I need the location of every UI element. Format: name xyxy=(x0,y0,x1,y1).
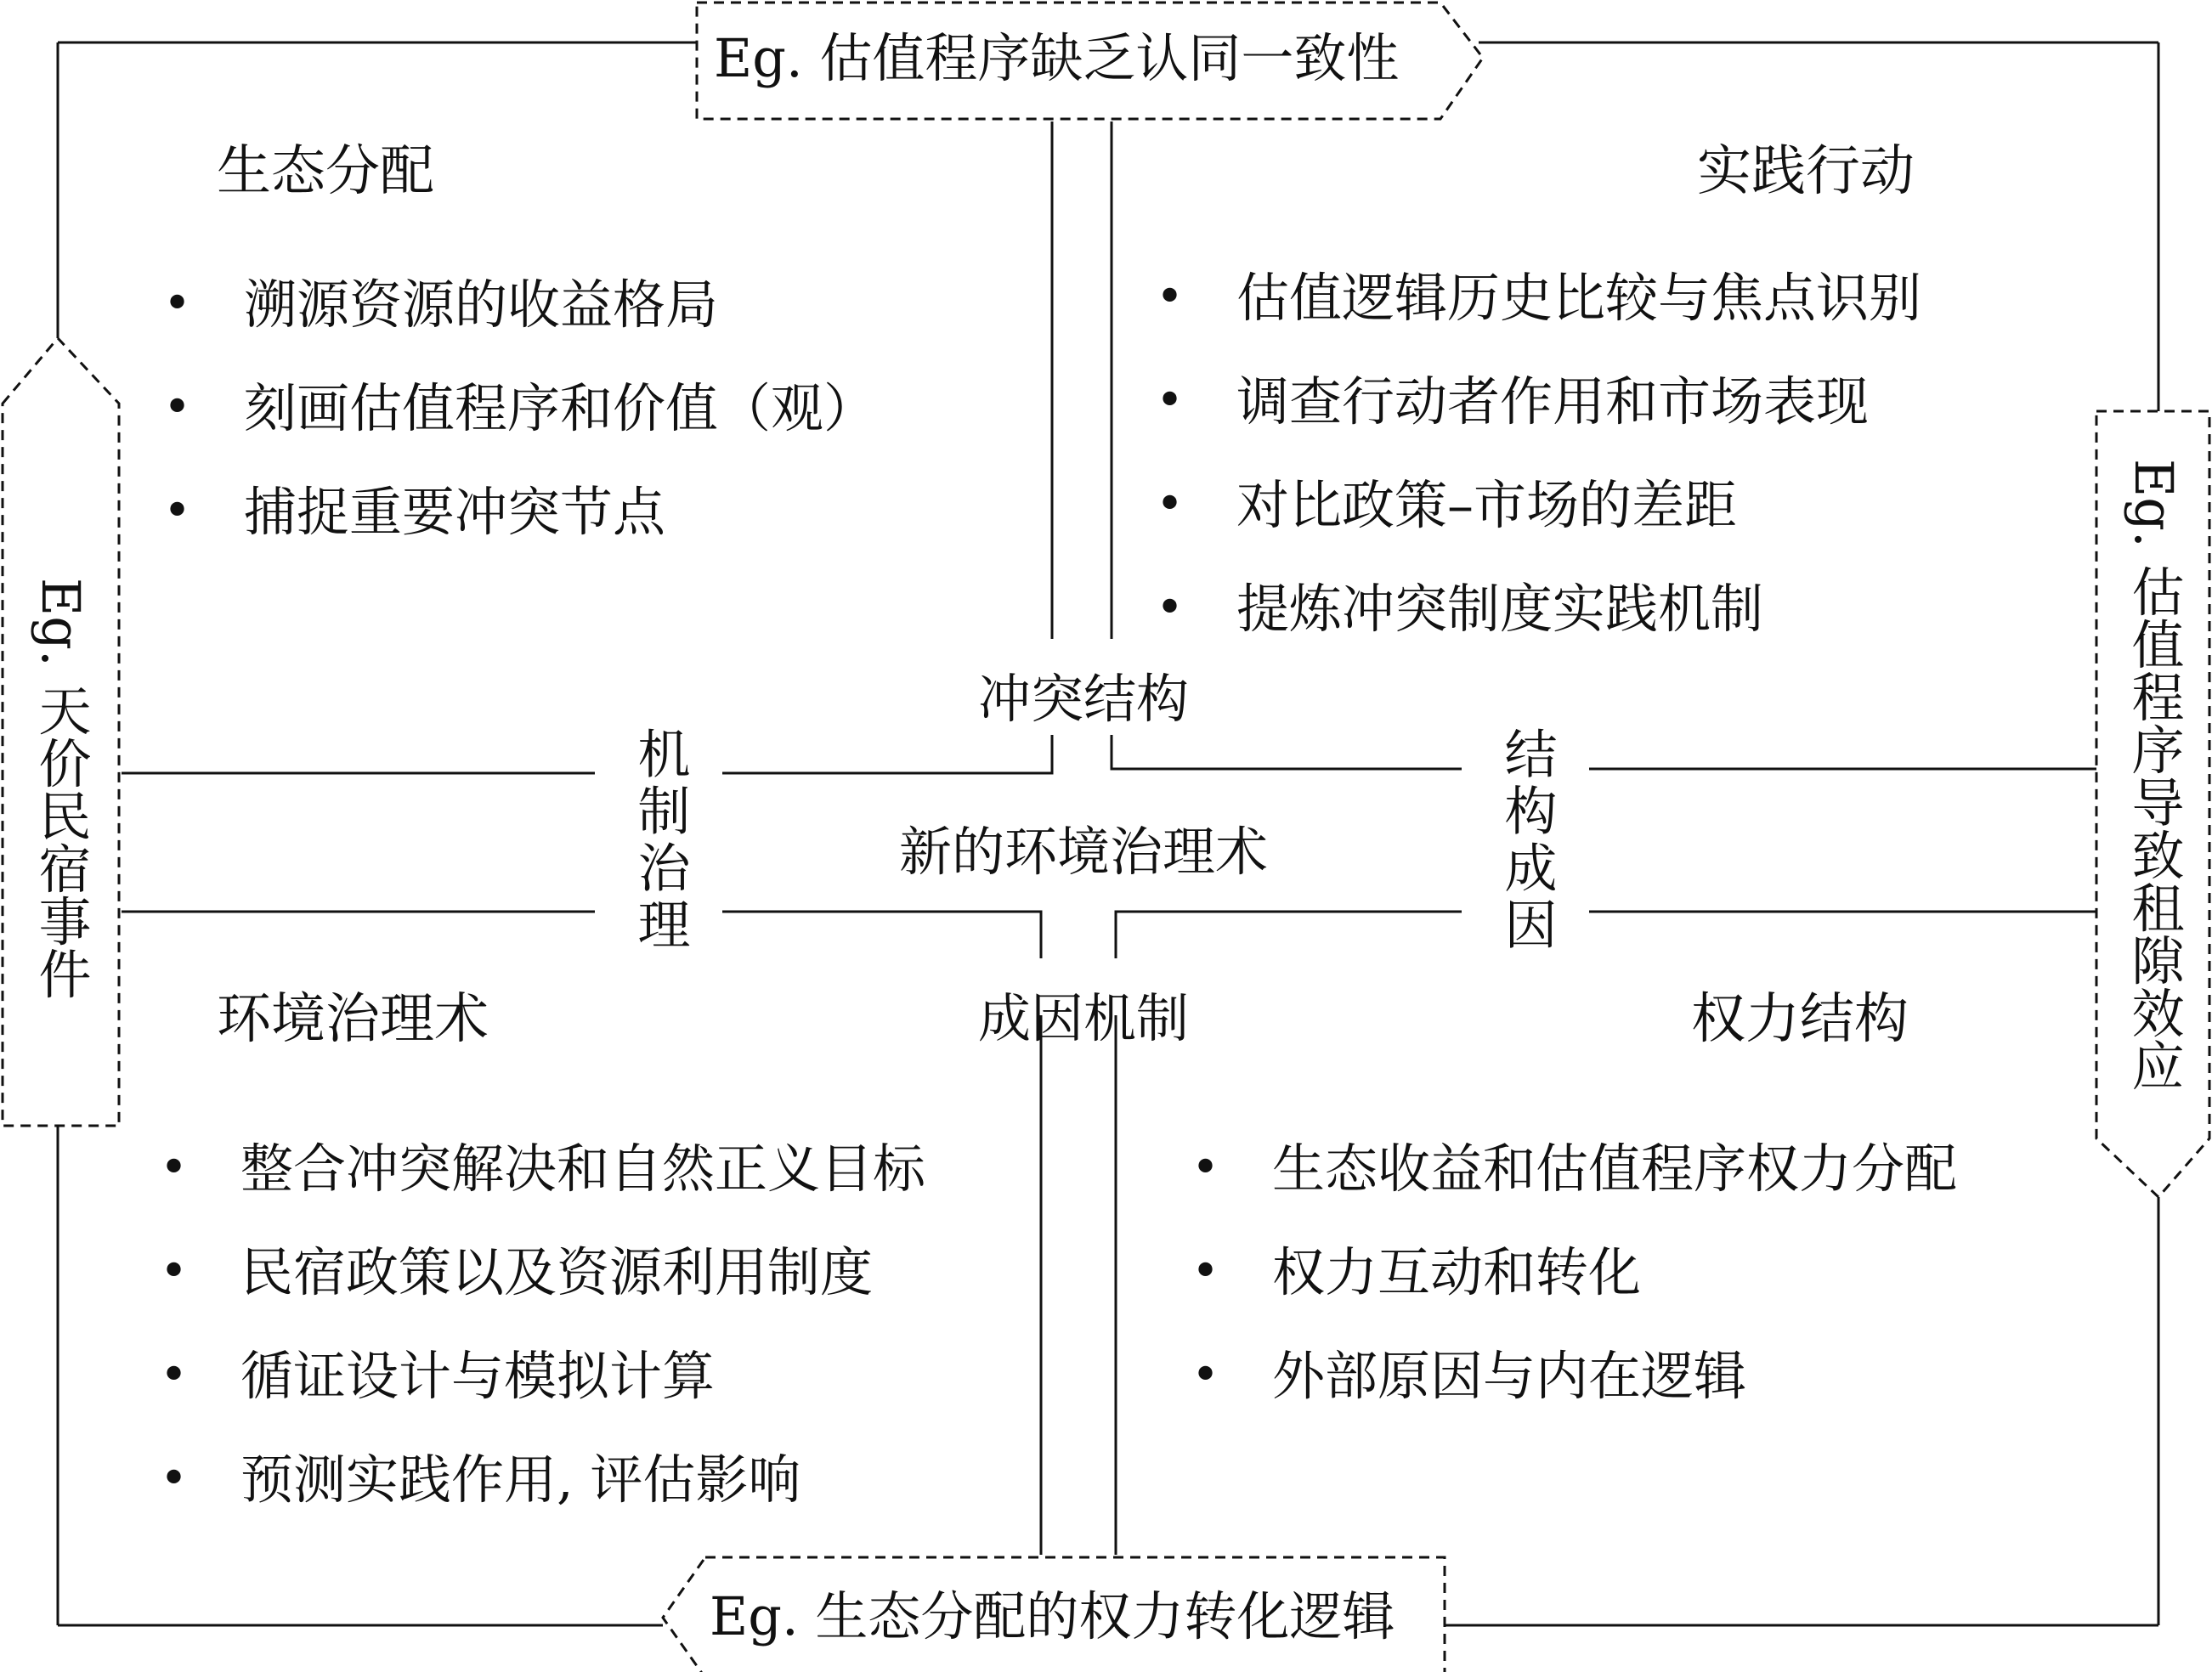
bottom-left-title: 环境治理术 xyxy=(217,988,489,1051)
list-item: • 捕捉重要冲突节点 xyxy=(163,486,876,539)
list-item: • 提炼冲突制度实践机制 xyxy=(1156,583,1921,635)
list-item: • 刻画估值程序和价值（观） xyxy=(163,382,876,435)
list-item: • 民宿政策以及资源利用制度 xyxy=(160,1246,925,1299)
hline-upper-right-join xyxy=(1112,735,1462,769)
hline-upper-left-join xyxy=(722,735,1052,773)
mechanism-governance-label: 机制治理 xyxy=(629,726,691,954)
top-right-list xyxy=(1156,267,1922,686)
top-example-text: Eg. 估值程序缺乏认同一致性 xyxy=(714,27,1400,89)
bottom-left-list xyxy=(160,1138,926,1557)
top-left-title: 生态分配 xyxy=(217,140,434,203)
list-item: • 外部原因与内在逻辑 xyxy=(1191,1350,1957,1403)
causal-mechanism-label: 成因机制 xyxy=(977,987,1190,1049)
top-right-title: 实践行动 xyxy=(1697,140,1915,203)
hline-lower-left-join xyxy=(722,912,1041,958)
top-left-list xyxy=(163,274,877,590)
bottom-right-list xyxy=(1191,1138,1958,1454)
hline-lower-right-join xyxy=(1116,912,1462,958)
list-item: • 生态收益和估值程序权力分配 xyxy=(1191,1143,1957,1195)
list-item: • 循证设计与模拟计算 xyxy=(160,1350,925,1403)
structural-cause-label: 结构成因 xyxy=(1496,726,1558,954)
new-governance-label: 新的环境治理术 xyxy=(898,821,1269,883)
list-item: • 估值逻辑历史比较与焦点识别 xyxy=(1156,272,1921,325)
bottom-right-title: 权力结构 xyxy=(1691,988,1909,1051)
right-example-text: Eg. 估值程序导致租隙效应 xyxy=(2123,459,2185,1092)
left-example-text: Eg. 天价民宿事件 xyxy=(30,578,92,1000)
list-item: • 调查行动者作用和市场表现 xyxy=(1156,376,1921,428)
bottom-example-text: Eg. 生态分配的权力转化逻辑 xyxy=(710,1585,1395,1647)
list-item: • 溯源资源的收益格局 xyxy=(163,279,876,331)
list-item: • 对比政策–市场的差距 xyxy=(1156,479,1921,532)
conflict-structure-label: 冲突结构 xyxy=(977,668,1190,730)
list-item: • 整合冲突解决和自然正义目标 xyxy=(160,1143,925,1195)
list-item: • 预测实践作用, 评估影响 xyxy=(160,1454,925,1506)
list-item: • 权力互动和转化 xyxy=(1191,1246,1957,1299)
